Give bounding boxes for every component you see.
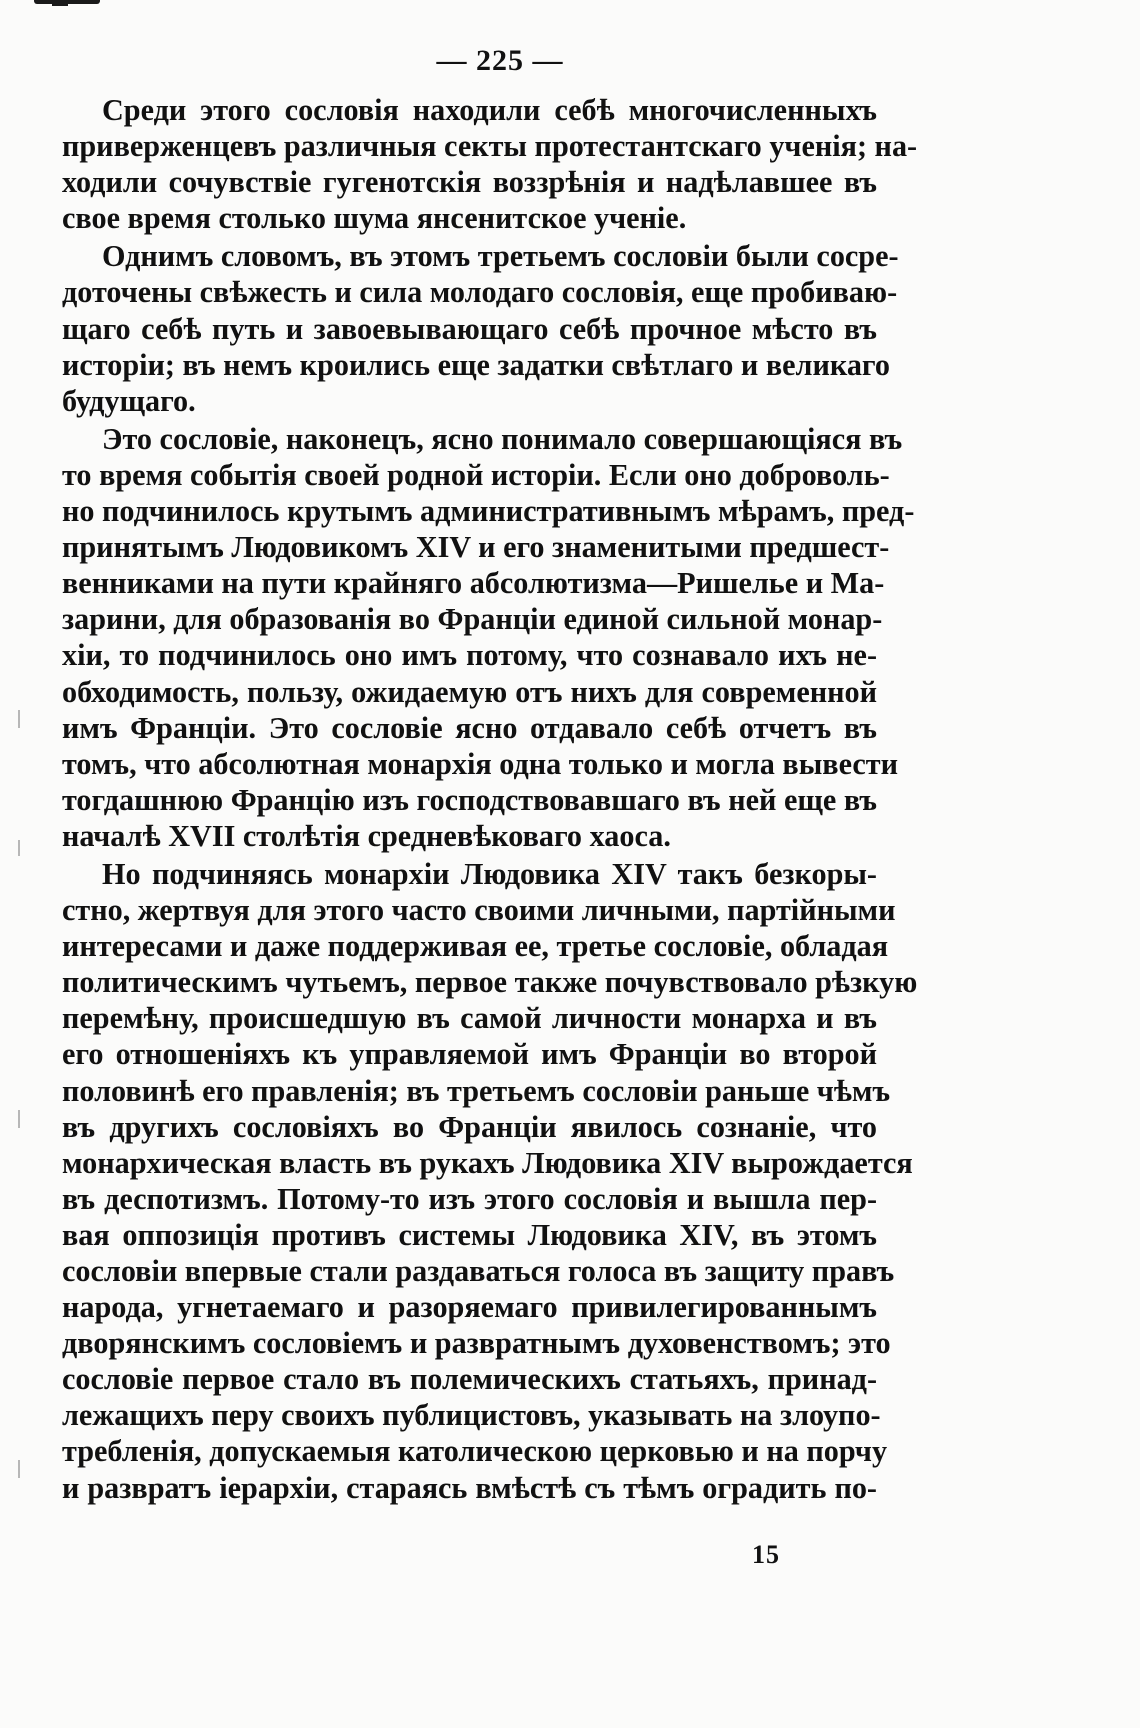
text-line: половинѣ его правленія; въ третьемъ сословіи раньше чѣмъ: [62, 1073, 891, 1108]
text-line: имъ Франціи. Это сословіе ясно отдавало себѣ отчетъ въ: [62, 710, 877, 745]
text-line: доточены свѣжесть и сила молодаго сословія, еще пробиваю-: [62, 275, 898, 310]
margin-scan-tick: [18, 1460, 20, 1478]
text-line: тогдашнюю Францію изъ господствовавшаго въ ней еще въ: [62, 782, 877, 817]
margin-scan-tick: [18, 710, 20, 728]
margin-scan-tick: [18, 840, 20, 856]
text-line: будущаго.: [62, 383, 196, 418]
text-line: венниками на пути крайняго абсолютизма—Ришелье и Ма-: [62, 566, 885, 601]
text-line: сословіи впервые стали раздаваться голоса въ защиту правъ: [62, 1254, 895, 1288]
text-line: требленія, допускаемыя католическою церковью и на порчу: [62, 1434, 888, 1469]
paragraph-4: [62, 856, 918, 1506]
text-line: свое время столько шума янсенитское ученіе.: [62, 201, 687, 236]
text-line: его отношеніяхъ къ управляемой имъ Франціи во второй: [62, 1037, 877, 1072]
text-line: лежащихъ перу своихъ публицистовъ, указывать на злоупо-: [62, 1398, 881, 1433]
paragraph-1: [62, 92, 918, 236]
text-line: вая оппозиція противъ системы Людовика XIV, въ этомъ: [62, 1217, 877, 1252]
text-line: политическимъ чутьемъ, первое также почувствовало рѣзкую: [62, 965, 918, 1000]
scan-artifact-mark: [34, 0, 100, 4]
text-line: щаго себѣ путь и завоевывающаго себѣ прочное мѣсто въ: [62, 311, 877, 346]
text-line: томъ, что абсолютная монархія одна только и могла вывести: [62, 746, 898, 781]
text-line: монархическая власть въ рукахъ Людовика XIV вырождается: [62, 1145, 913, 1180]
paragraph-3: [62, 421, 915, 854]
text-line: дворянскимъ сословіемъ и развратнымъ духовенствомъ; это: [62, 1326, 891, 1361]
text-line: то время событія своей родной исторіи. Если оно доброволь-: [62, 457, 890, 492]
text-line: интересами и даже поддерживая ее, третье сословіе, обладая: [62, 929, 889, 964]
text-line: народа, угнетаемаго и разоряемаго привилегированнымъ: [62, 1290, 877, 1325]
text-line: ходили сочувствіе гугенотскія воззрѣнія и надѣлавшее въ: [62, 165, 877, 200]
text-line: Однимъ словомъ, въ этомъ третьемъ сословіи были сосре-: [102, 239, 899, 274]
text-line: Среди этого сословія находили себѣ многочисленныхъ: [102, 93, 877, 127]
text-line: Но подчиняясь монархіи Людовика XIV такъ безкоры-: [102, 856, 877, 891]
margin-scan-tick: [18, 1110, 20, 1128]
text-line: зарини, для образованія во Франціи единой сильной монар-: [62, 602, 883, 637]
text-line: сословіе первое стало въ полемическихъ статьяхъ, принад-: [62, 1362, 877, 1397]
text-line: принятымъ Людовикомъ XIV и его знаменитыми предшест-: [62, 530, 890, 565]
paragraph-2: [62, 238, 899, 418]
text-line: обходимость, пользу, ожидаемую отъ нихъ для современной: [62, 674, 877, 709]
text-line: исторіи; въ немъ кроились еще задатки свѣтлаго и великаго: [62, 347, 890, 382]
text-line: стно, жертвуя для этого часто своими личными, партійными: [62, 893, 896, 928]
text-line: началѣ XVII столѣтія средневѣковаго хаоса.: [62, 818, 671, 853]
text-line: Это сословіе, наконецъ, ясно понимало совершающіяся въ: [102, 421, 903, 456]
text-line: перемѣну, происшедшую въ самой личности монарха и въ: [62, 1001, 877, 1036]
printer-signature-mark: 15: [752, 1540, 780, 1569]
text-line: но подчинилось крутымъ административнымъ мѣрамъ, пред-: [62, 494, 915, 529]
page-number-header: — 225 —: [436, 44, 564, 77]
text-line: хіи, то подчинилось оно имъ потому, что сознавало ихъ не-: [62, 638, 877, 673]
body-text: [62, 92, 918, 1508]
text-line: и развратъ іерархіи, стараясь вмѣстѣ съ тѣмъ оградить по-: [62, 1470, 877, 1505]
text-line: въ другихъ сословіяхъ во Франціи явилось сознаніе, что: [62, 1109, 877, 1144]
text-line: въ деспотизмъ. Потому-то изъ этого сословія и вышла пер-: [62, 1181, 877, 1216]
text-line: приверженцевъ различныя секты протестантскаго ученія; на-: [62, 129, 918, 164]
